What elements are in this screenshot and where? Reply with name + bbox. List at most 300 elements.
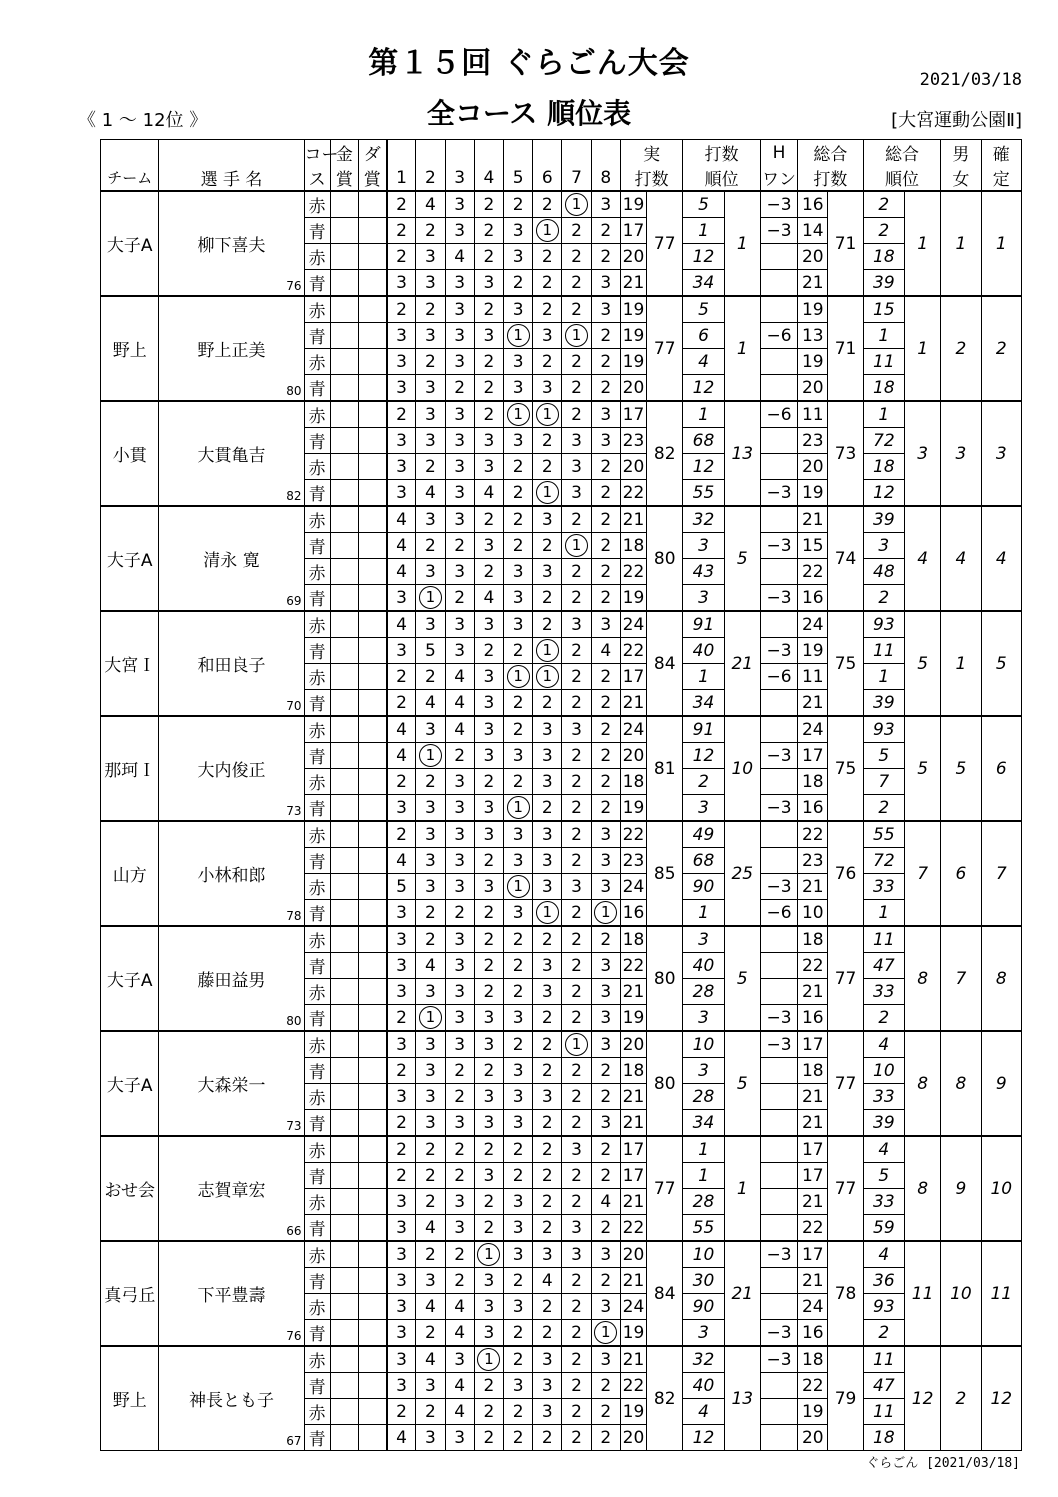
hole-score: 2 [504, 1268, 533, 1294]
hole-score: 2 [533, 926, 562, 953]
hole-score: 3 [474, 874, 503, 900]
hole-score: 3 [387, 1215, 416, 1242]
course-sum: 20 [620, 454, 646, 480]
hole-score: 3 [445, 769, 474, 795]
hole-score: 3 [445, 296, 474, 323]
gold-prize-cell [330, 244, 358, 270]
hole-score: 3 [533, 716, 562, 743]
course-cell: 青 [304, 323, 330, 349]
hole-score: 2 [533, 296, 562, 323]
hole-score [504, 401, 533, 428]
hole-score: 2 [416, 1189, 445, 1215]
final-rank: 8 [981, 926, 1021, 1031]
hole-score: 4 [445, 716, 474, 743]
dash-prize-cell [358, 375, 386, 402]
hole-score: 2 [504, 454, 533, 480]
hole-score: 3 [416, 428, 445, 454]
hole-score: 4 [416, 1294, 445, 1320]
course-total: 21 [798, 270, 828, 297]
course-sum: 21 [620, 270, 646, 297]
gold-prize-cell [330, 218, 358, 244]
course-total: 22 [798, 559, 828, 585]
col-player-top [159, 140, 304, 166]
hole-in-one-mark: 1 [419, 744, 442, 767]
hole-score: 3 [445, 1346, 474, 1373]
gold-prize-cell [330, 1425, 358, 1451]
gold-prize-cell [330, 1399, 358, 1425]
hole-score: 3 [591, 1241, 620, 1268]
total-strokes: 75 [828, 716, 863, 821]
course-sum: 19 [620, 585, 646, 612]
hole-in-one-mark: 1 [565, 1033, 588, 1056]
hole-score: 2 [591, 533, 620, 559]
col-final: 定 [981, 165, 1021, 191]
gold-prize-cell [330, 1241, 358, 1268]
gold-prize-cell [330, 953, 358, 979]
hole-score: 3 [504, 611, 533, 638]
actual-strokes: 82 [647, 401, 683, 506]
course-sum: 20 [620, 375, 646, 402]
hole-in-one-bonus: −3 [760, 480, 797, 507]
hole-score: 2 [533, 1215, 562, 1242]
hole-score: 3 [387, 1373, 416, 1399]
hole-score: 2 [533, 1163, 562, 1189]
course-sum: 20 [620, 1425, 646, 1451]
hole-in-one-bonus [760, 979, 797, 1005]
gold-prize-cell [330, 1058, 358, 1084]
strokes-rank: 5 [724, 1031, 760, 1136]
course-sum: 21 [620, 1346, 646, 1373]
hole-score: 3 [474, 1268, 503, 1294]
hole-score: 2 [504, 533, 533, 559]
col-team: チーム [101, 165, 159, 191]
hole-score: 3 [445, 821, 474, 848]
player-name: 小林和郎 [197, 866, 266, 886]
course-sum: 24 [620, 611, 646, 638]
dash-prize-cell [358, 979, 386, 1005]
hole-score: 3 [416, 1268, 445, 1294]
table-row [101, 611, 1022, 638]
hole-score: 2 [562, 349, 591, 375]
hole-score: 3 [445, 1425, 474, 1451]
course-cell: 赤 [304, 559, 330, 585]
course-sum: 17 [620, 401, 646, 428]
hole-score [591, 900, 620, 927]
hole-score: 3 [416, 401, 445, 428]
hole-in-one-bonus: −3 [760, 1241, 797, 1268]
hole-score: 4 [474, 480, 503, 507]
course-rank: 34 [683, 690, 724, 717]
total-strokes: 71 [828, 191, 863, 296]
course-total: 21 [798, 1084, 828, 1110]
dash-prize-cell [358, 296, 386, 323]
hole-score: 3 [533, 1241, 562, 1268]
course-total: 19 [798, 296, 828, 323]
gold-prize-cell [330, 848, 358, 874]
hole-in-one-bonus: −3 [760, 638, 797, 664]
hole-score: 3 [445, 1031, 474, 1058]
total-strokes: 73 [828, 401, 863, 506]
hole-score: 4 [387, 848, 416, 874]
hole-score: 4 [416, 1215, 445, 1242]
col-hole-3: 3 [445, 165, 474, 191]
player-handicap: 66 [286, 1224, 302, 1238]
course-total-rank: 59 [863, 1215, 904, 1242]
hole-score: 2 [562, 375, 591, 402]
hole-score: 2 [562, 1373, 591, 1399]
hole-score: 2 [562, 900, 591, 927]
col-total-rank: 順位 [863, 165, 941, 191]
hole-score [562, 533, 591, 559]
hole-in-one-bonus [760, 769, 797, 795]
course-rank: 34 [683, 1110, 724, 1137]
player-cell [159, 1031, 304, 1136]
hole-in-one-bonus: −3 [760, 1320, 797, 1347]
player-name: 和田良子 [197, 656, 266, 676]
hole-in-one-mark: 1 [419, 586, 442, 609]
hole-score: 3 [445, 506, 474, 533]
total-rank: 12 [904, 1346, 940, 1451]
final-rank: 11 [981, 1241, 1021, 1346]
gold-prize-cell [330, 349, 358, 375]
course-cell: 赤 [304, 1399, 330, 1425]
dash-prize-cell [358, 244, 386, 270]
hole-score: 2 [474, 506, 503, 533]
player-cell [159, 716, 304, 821]
hole-in-one-bonus: −3 [760, 743, 797, 769]
gender-rank: 8 [941, 1031, 981, 1136]
hole-score: 3 [387, 323, 416, 349]
hole-score: 2 [562, 953, 591, 979]
hole-in-one-bonus [760, 1058, 797, 1084]
hole-score: 2 [504, 769, 533, 795]
course-sum: 22 [620, 953, 646, 979]
page-subtitle: 全コース 順位表 [426, 97, 632, 130]
course-sum: 19 [620, 323, 646, 349]
hole-score: 3 [387, 1346, 416, 1373]
hole-score: 2 [533, 1425, 562, 1451]
hole-in-one-bonus: −3 [760, 585, 797, 612]
hole-score: 4 [474, 585, 503, 612]
course-total: 18 [798, 1346, 828, 1373]
course-total: 17 [798, 1136, 828, 1163]
venue-name: [大宮運動公園Ⅱ] [891, 110, 1022, 131]
course-cell: 赤 [304, 349, 330, 375]
course-total: 22 [798, 953, 828, 979]
hole-in-one-bonus [760, 1110, 797, 1137]
course-total-rank: 4 [863, 1031, 904, 1058]
hole-score: 2 [591, 218, 620, 244]
course-total: 19 [798, 638, 828, 664]
hole-score: 5 [387, 874, 416, 900]
course-rank: 91 [683, 611, 724, 638]
player-name: 大貫亀吉 [197, 446, 266, 466]
hole-score: 3 [445, 979, 474, 1005]
hole-score: 2 [504, 1399, 533, 1425]
course-total: 16 [798, 1005, 828, 1032]
hole-score: 3 [474, 1031, 503, 1058]
course-rank: 90 [683, 1294, 724, 1320]
course-total-rank: 18 [863, 454, 904, 480]
dash-prize-cell [358, 1346, 386, 1373]
hole-score [562, 323, 591, 349]
hole-score: 4 [387, 1425, 416, 1451]
hole-score: 2 [533, 1110, 562, 1137]
hole-score: 3 [562, 1241, 591, 1268]
total-strokes: 74 [828, 506, 863, 611]
player-cell [159, 1346, 304, 1451]
gold-prize-cell [330, 375, 358, 402]
course-total-rank: 18 [863, 375, 904, 402]
hole-score [533, 900, 562, 927]
hole-score: 3 [387, 1084, 416, 1110]
dash-prize-cell [358, 638, 386, 664]
dash-prize-cell [358, 611, 386, 638]
hole-score: 2 [387, 690, 416, 717]
hole-score [504, 795, 533, 822]
player-cell [159, 611, 304, 716]
col-hole-8: 8 [591, 165, 620, 191]
team-name: 大子A [101, 506, 159, 611]
hole-score: 3 [387, 349, 416, 375]
course-total-rank: 11 [863, 1346, 904, 1373]
hole-score: 3 [416, 1058, 445, 1084]
strokes-rank: 1 [724, 1136, 760, 1241]
course-total-rank: 39 [863, 690, 904, 717]
gold-prize-cell [330, 926, 358, 953]
hole-score: 2 [504, 1425, 533, 1451]
player-handicap: 82 [286, 489, 302, 503]
hole-score: 3 [416, 848, 445, 874]
hole-score: 2 [591, 480, 620, 507]
actual-strokes: 81 [647, 716, 683, 821]
hole-score: 2 [562, 296, 591, 323]
hole-in-one-bonus: −6 [760, 323, 797, 349]
hole-score [533, 664, 562, 690]
gender-rank: 7 [941, 926, 981, 1031]
strokes-rank: 21 [724, 1241, 760, 1346]
gold-prize-cell [330, 191, 358, 218]
course-total: 11 [798, 664, 828, 690]
hole-in-one-bonus: −3 [760, 191, 797, 218]
hole-score: 3 [504, 1215, 533, 1242]
course-total-rank: 15 [863, 296, 904, 323]
hole-score: 2 [387, 1110, 416, 1137]
hole-score: 4 [387, 506, 416, 533]
hole-score: 2 [504, 1136, 533, 1163]
col-total-top: 総合 [798, 140, 863, 166]
player-handicap: 73 [286, 1119, 302, 1133]
actual-strokes: 80 [647, 1031, 683, 1136]
actual-strokes: 82 [647, 1346, 683, 1451]
player-name: 志賀章宏 [197, 1181, 266, 1201]
hole-score: 3 [474, 533, 503, 559]
hole-score: 3 [504, 559, 533, 585]
dash-prize-cell [358, 1005, 386, 1032]
dash-prize-cell [358, 323, 386, 349]
hole-score: 3 [387, 900, 416, 927]
course-rank: 68 [683, 428, 724, 454]
course-total: 11 [798, 401, 828, 428]
course-total: 21 [798, 1189, 828, 1215]
hole-in-one-bonus [760, 716, 797, 743]
hole-score: 4 [445, 1294, 474, 1320]
hole-score: 3 [474, 716, 503, 743]
gold-prize-cell [330, 1136, 358, 1163]
course-cell: 赤 [304, 821, 330, 848]
course-sum: 17 [620, 1136, 646, 1163]
hole-score: 2 [474, 1373, 503, 1399]
course-total: 22 [798, 1373, 828, 1399]
hole-in-one-bonus [760, 821, 797, 848]
gold-prize-cell [330, 1346, 358, 1373]
player-cell [159, 401, 304, 506]
hole-in-one-mark: 1 [507, 665, 530, 688]
course-rank: 32 [683, 1346, 724, 1373]
gender-rank: 1 [941, 611, 981, 716]
course-total: 17 [798, 1241, 828, 1268]
course-sum: 19 [620, 296, 646, 323]
course-cell: 赤 [304, 926, 330, 953]
course-total-rank: 18 [863, 1425, 904, 1451]
gold-prize-cell [330, 664, 358, 690]
hole-score: 3 [416, 559, 445, 585]
total-strokes: 77 [828, 1031, 863, 1136]
total-rank: 8 [904, 926, 940, 1031]
hole-in-one-bonus [760, 559, 797, 585]
player-handicap: 69 [286, 594, 302, 608]
hole-score: 2 [533, 1031, 562, 1058]
hole-in-one-mark: 1 [536, 901, 559, 924]
dash-prize-cell [358, 270, 386, 297]
player-cell [159, 191, 304, 296]
course-sum: 20 [620, 1031, 646, 1058]
gold-prize-cell [330, 979, 358, 1005]
dash-prize-cell [358, 218, 386, 244]
course-cell: 青 [304, 218, 330, 244]
course-cell: 青 [304, 533, 330, 559]
table-row [101, 296, 1022, 323]
hole-score: 3 [562, 716, 591, 743]
course-total: 23 [798, 428, 828, 454]
hole-score: 3 [533, 375, 562, 402]
course-rank: 40 [683, 1373, 724, 1399]
hole-score: 2 [591, 1084, 620, 1110]
hole-score: 2 [591, 349, 620, 375]
hole-score: 3 [474, 454, 503, 480]
hole-score: 2 [445, 1163, 474, 1189]
gold-prize-cell [330, 585, 358, 612]
hole-score: 3 [533, 848, 562, 874]
table-row [101, 401, 1022, 428]
hole-score: 3 [416, 1373, 445, 1399]
course-total: 14 [798, 218, 828, 244]
course-total-rank: 5 [863, 743, 904, 769]
hole-score: 2 [591, 1399, 620, 1425]
hole-score: 4 [445, 244, 474, 270]
col-hole-7: 7 [562, 165, 591, 191]
player-name: 下平豊壽 [197, 1286, 266, 1306]
hole-score: 3 [504, 821, 533, 848]
course-sum: 19 [620, 349, 646, 375]
gold-prize-cell [330, 401, 358, 428]
hole-score: 3 [533, 1084, 562, 1110]
hole-in-one-bonus [760, 1268, 797, 1294]
hole-score: 2 [416, 926, 445, 953]
course-cell: 青 [304, 848, 330, 874]
course-sum: 24 [620, 1294, 646, 1320]
course-total: 19 [798, 349, 828, 375]
course-cell: 赤 [304, 1031, 330, 1058]
gold-prize-cell [330, 1031, 358, 1058]
hole-score: 2 [562, 769, 591, 795]
hole-score: 2 [504, 506, 533, 533]
hole-score: 2 [474, 953, 503, 979]
hole-in-one-bonus [760, 953, 797, 979]
hole-score: 3 [387, 1294, 416, 1320]
hole-score: 2 [562, 270, 591, 297]
dash-prize-cell [358, 454, 386, 480]
col-actual: 打数 [620, 165, 682, 191]
hole-score: 2 [562, 1346, 591, 1373]
course-rank: 2 [683, 769, 724, 795]
hole-score: 2 [445, 1084, 474, 1110]
course-total-rank: 1 [863, 323, 904, 349]
course-total-rank: 1 [863, 664, 904, 690]
col-strokes-rank: 順位 [683, 165, 761, 191]
gender-rank: 9 [941, 1136, 981, 1241]
team-name: 大子A [101, 1031, 159, 1136]
hole-score: 3 [562, 611, 591, 638]
gold-prize-cell [330, 559, 358, 585]
hole-score: 2 [562, 559, 591, 585]
hole-score: 2 [591, 769, 620, 795]
hole-score: 2 [591, 585, 620, 612]
total-rank: 1 [904, 296, 940, 401]
course-total-rank: 33 [863, 1189, 904, 1215]
strokes-rank: 10 [724, 716, 760, 821]
hole-score: 2 [416, 218, 445, 244]
hole-score: 2 [591, 323, 620, 349]
col-actual-top: 実 [620, 140, 682, 166]
dash-prize-cell [358, 191, 386, 218]
course-rank: 40 [683, 953, 724, 979]
hole-score: 4 [445, 664, 474, 690]
player-handicap: 80 [286, 1014, 302, 1028]
gold-prize-cell [330, 716, 358, 743]
col-gold-top: 金 [330, 140, 358, 166]
hole-score: 2 [562, 638, 591, 664]
hole-in-one-mark: 1 [594, 1321, 617, 1344]
course-total: 20 [798, 454, 828, 480]
hole-score: 3 [387, 585, 416, 612]
table-row [101, 926, 1022, 953]
course-rank: 1 [683, 664, 724, 690]
footer-note: ぐらごん [2021/03/18] [866, 1456, 1020, 1471]
hole-in-one-bonus [760, 349, 797, 375]
hole-score: 2 [474, 926, 503, 953]
gold-prize-cell [330, 900, 358, 927]
total-strokes: 75 [828, 611, 863, 716]
hole-score: 2 [474, 401, 503, 428]
player-name: 柳下喜夫 [197, 236, 266, 256]
course-rank: 3 [683, 533, 724, 559]
course-rank: 28 [683, 979, 724, 1005]
course-rank: 3 [683, 1320, 724, 1347]
course-total-rank: 39 [863, 1110, 904, 1137]
hole-score: 2 [504, 1346, 533, 1373]
course-sum: 22 [620, 480, 646, 507]
